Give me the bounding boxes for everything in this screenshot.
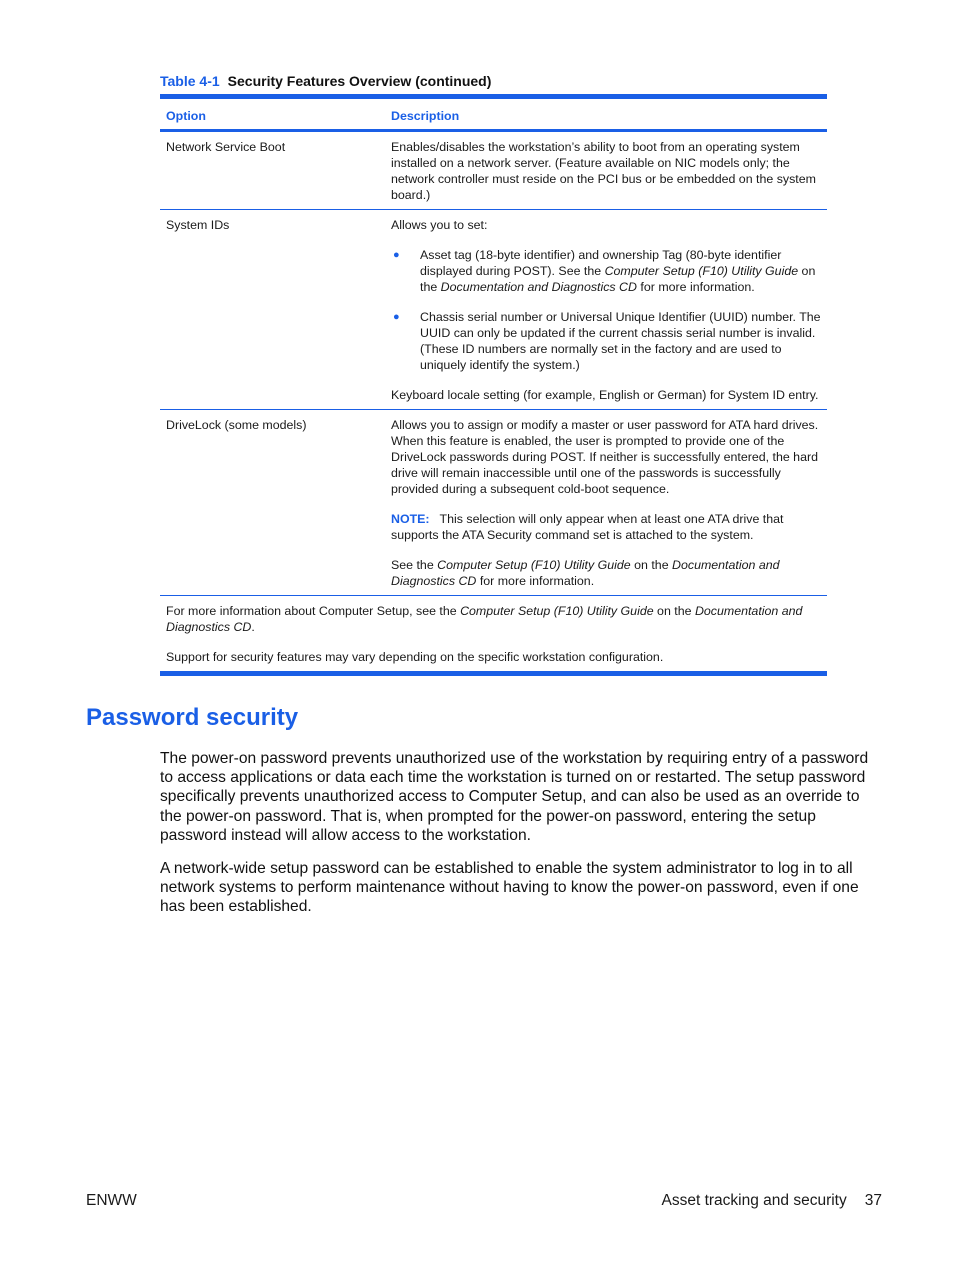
list-text: Asset tag (18-byte identifier) and ownership Tag (80-byte identifier displayed during POST). See the (420, 248, 782, 278)
cd-title: Documentation and Diagnostics CD (391, 558, 780, 588)
footer-left: ENWW (86, 1192, 137, 1209)
table-row (160, 410, 827, 596)
guide-title: Computer Setup (F10) Utility Guide (460, 604, 654, 618)
list-text: Chassis serial number or Universal Unique Identifier (UUID) number. The UUID can only be updated if the current chassis serial number is invalid. (These ID numbers are normally set in the factory and are used to uniquely identify the system.) (420, 310, 821, 372)
table-number: Table 4-1 (160, 73, 220, 89)
guide-title: Computer Setup (F10) Utility Guide (437, 558, 631, 572)
footer-right (662, 1192, 882, 1210)
list-item (391, 309, 821, 373)
security-features-table (160, 94, 827, 676)
system-ids-list (391, 247, 821, 373)
table-row (160, 131, 827, 210)
header-description: Description (385, 97, 827, 131)
bullet-icon: ● (393, 311, 400, 323)
description-cell (385, 210, 827, 410)
text: on the (653, 604, 695, 618)
cd-title: Documentation and Diagnostics CD (166, 604, 803, 634)
drivelock-see-also (391, 557, 821, 589)
list-item (391, 247, 821, 295)
table-caption (160, 73, 491, 89)
option-cell: System IDs (160, 210, 385, 410)
description-cell (385, 410, 827, 596)
list-text: for more information. (636, 280, 755, 294)
table-footer-row (160, 596, 827, 674)
footer-note-2: Support for security features may vary depending on the specific workstation configuration. (166, 650, 664, 664)
system-ids-outro: Keyboard locale setting (for example, English or German) for System ID entry. (391, 388, 819, 402)
text: for more information. (476, 574, 595, 588)
body-paragraph: A network-wide setup password can be established to enable the system administrator to log in to all network systems to perform maintenance without having to know the power-on password, even if one has been established. (160, 860, 859, 916)
table-header-row (160, 97, 827, 131)
table-row (160, 210, 827, 410)
page-number: 37 (864, 1192, 882, 1209)
note-text: This selection will only appear when at least one ATA drive that supports the ATA Security command set is attached to the system. (391, 512, 784, 542)
option-cell: Network Service Boot (160, 131, 385, 210)
drivelock-note (391, 511, 821, 543)
body-paragraph: The power-on password prevents unauthorized use of the workstation by requiring entry of a password to access applications or data each time the workstation is turned on or restarted. The setup password specifically prevents unauthorized access to Computer Setup, and can also be used as an override to the power-on password. That is, when prompted for the power-on password, entering the setup password instead will allow access to the workstation. (160, 750, 869, 844)
text: For more information about Computer Setup, see the (166, 604, 461, 618)
cd-title: Documentation and Diagnostics CD (440, 280, 637, 294)
table-footer (160, 596, 827, 674)
footer-section-title: Asset tracking and security (661, 1192, 847, 1209)
section-heading: Password security (86, 704, 299, 731)
header-option: Option (160, 97, 385, 131)
drivelock-description: Allows you to assign or modify a master or user password for ATA hard drives. When this feature is enabled, the user is prompted to provide one of the DriveLock passwords during POST. If neither is successfully entered, the hard drive will remain inaccessible until one of the passwords is successfully provided during a subsequent cold-boot sequence. (391, 418, 819, 496)
note-label: NOTE: (391, 512, 430, 526)
table-title: Security Features Overview (continued) (227, 73, 492, 89)
list-text: on the (420, 264, 816, 294)
bullet-icon: ● (393, 249, 400, 261)
guide-title: Computer Setup (F10) Utility Guide (604, 264, 799, 278)
text: on the (630, 558, 673, 572)
system-ids-intro: Allows you to set: (391, 218, 488, 232)
text: See the (391, 558, 438, 572)
footer-note-1 (166, 603, 821, 635)
text: . (251, 620, 255, 634)
option-cell: DriveLock (some models) (160, 410, 385, 596)
description-cell: Enables/disables the workstation’s ability to boot from an operating system installed on a network server. (Feature available on NIC models only; the network controller must reside on the PCI bus or be embedded on the system board.) (385, 131, 827, 210)
